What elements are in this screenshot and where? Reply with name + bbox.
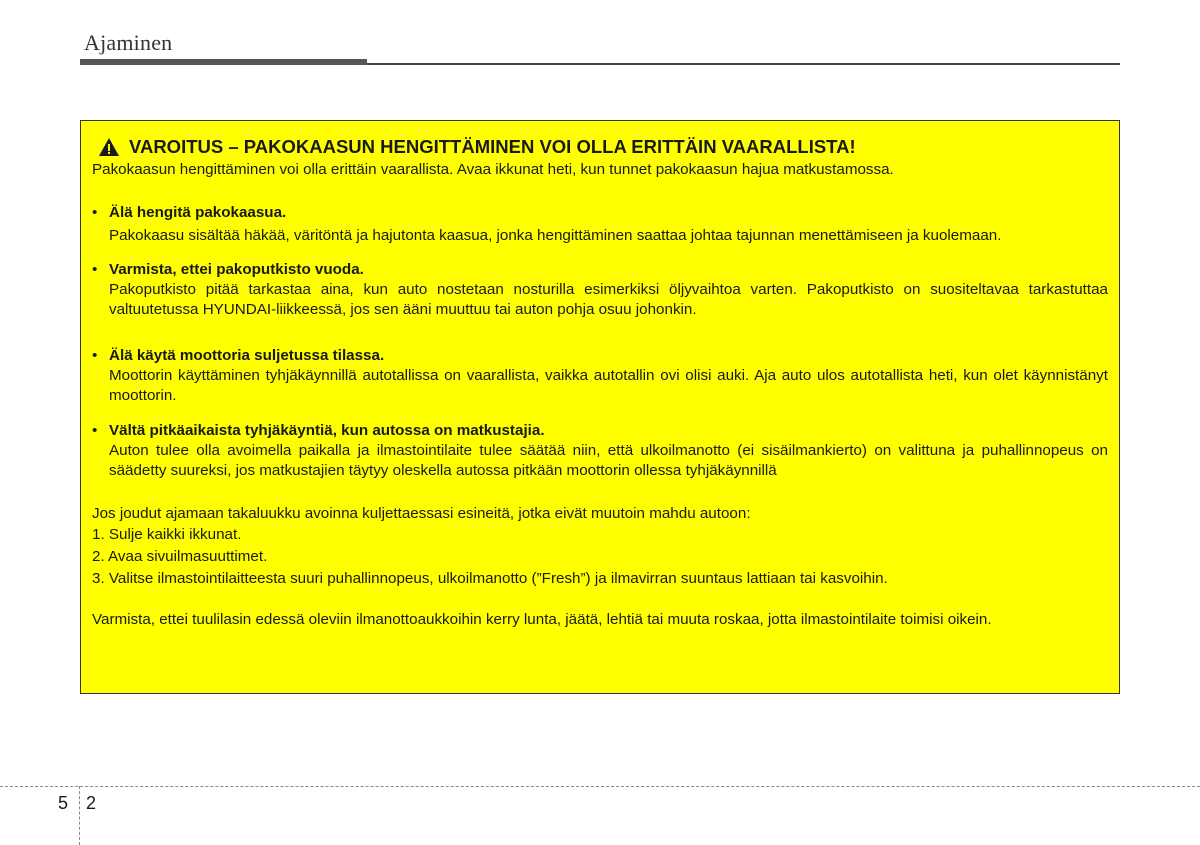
step-item: 1. Sulje kaikki ikkunat. bbox=[92, 526, 242, 543]
step-item: 2. Avaa sivuilmasuuttimet. bbox=[92, 548, 268, 565]
bullet-body: Moottorin käyttäminen tyhjäkäynnillä autotallissa on vaarallista, vaikka autotallin ovi olisi auki. Aja auto ulos autotallista heti, kun olet käynnistänyt moottorin. bbox=[109, 367, 1108, 404]
bullet-dot: • bbox=[92, 261, 98, 278]
header-rule-accent bbox=[80, 59, 367, 65]
warning-intro: Pakokaasun hengittäminen voi olla erittäin vaarallista. Avaa ikkunat heti, kun tunnet pakokaasun hajua matkustamossa. bbox=[92, 161, 894, 178]
header-rule bbox=[367, 63, 1120, 65]
bullet-dot: • bbox=[92, 347, 98, 364]
warning-bullet bbox=[92, 260, 1108, 320]
warning-triangle-icon bbox=[98, 137, 120, 157]
step-item: 3. Valitse ilmastointilaitteesta suuri puhallinnopeus, ulkoilmanotto (”Fresh”) ja ilmavirran suuntaus lattiaan tai kasvoihin. bbox=[92, 570, 888, 587]
bullet-heading: Vältä pitkäaikaista tyhjäkäyntiä, kun autossa on matkustajia. bbox=[109, 422, 545, 439]
closing-note: Varmista, ettei tuulilasin edessä oleviin ilmanottoaukkoihin kerry lunta, jäätä, lehtiä tai muuta roskaa, jotta ilmastointilaite toimisi oikein. bbox=[92, 611, 992, 628]
bullet-heading: Varmista, ettei pakoputkisto vuoda. bbox=[109, 261, 364, 278]
tailgate-intro: Jos joudut ajamaan takaluukku avoinna kuljettaessasi esineitä, jotka eivät muutoin mahdu autoon: bbox=[92, 505, 751, 522]
footer-rule bbox=[0, 786, 1200, 787]
bullet-body: Pakokaasu sisältää häkää, väritöntä ja hajutonta kaasua, jonka hengittäminen saattaa johtaa tajunnan menettämiseen ja kuolemaan. bbox=[109, 227, 1002, 244]
bullet-heading: Älä käytä moottoria suljetussa tilassa. bbox=[109, 347, 385, 364]
warning-title: VAROITUS – PAKOKAASUN HENGITTÄMINEN VOI OLLA ERITTÄIN VAARALLISTA! bbox=[129, 136, 856, 157]
bullet-dot: • bbox=[92, 422, 98, 439]
chapter-number: 5 bbox=[58, 793, 69, 813]
bullet-dot: • bbox=[92, 204, 98, 221]
bullet-body: Pakoputkisto pitää tarkastaa aina, kun auto nostetaan nosturilla esimerkiksi öljyvaihtoa varten. Pakoputkisto on suositeltavaa tarkastuttaa valtuutetussa HYUNDAI-liikkeessä, jos sen ääni muuttuu tai auton pohja osuu johonkin. bbox=[109, 281, 1108, 318]
bullet-body: Auton tulee olla avoimella paikalla ja ilmastointilaite tulee säätää niin, että ulkoilmanotto (ei sisäilmankierto) on valittuna ja puhallinnopeus on säädetty suureksi, jos matkustajien täytyy oleskella autossa pitkään moottorin ollessa tyhjäkäynnillä bbox=[109, 442, 1108, 479]
warning-bullet bbox=[92, 346, 1108, 406]
bullet-heading: Älä hengitä pakokaasua. bbox=[109, 204, 287, 221]
warning-bullet bbox=[92, 421, 1108, 481]
warning-bullet bbox=[92, 203, 1108, 246]
steps-list bbox=[92, 524, 1108, 590]
warning-heading bbox=[92, 134, 1108, 160]
warning-box bbox=[80, 120, 1120, 694]
page-number: 2 bbox=[86, 793, 97, 813]
section-title: Ajaminen bbox=[84, 30, 173, 55]
footer-divider bbox=[79, 786, 80, 845]
